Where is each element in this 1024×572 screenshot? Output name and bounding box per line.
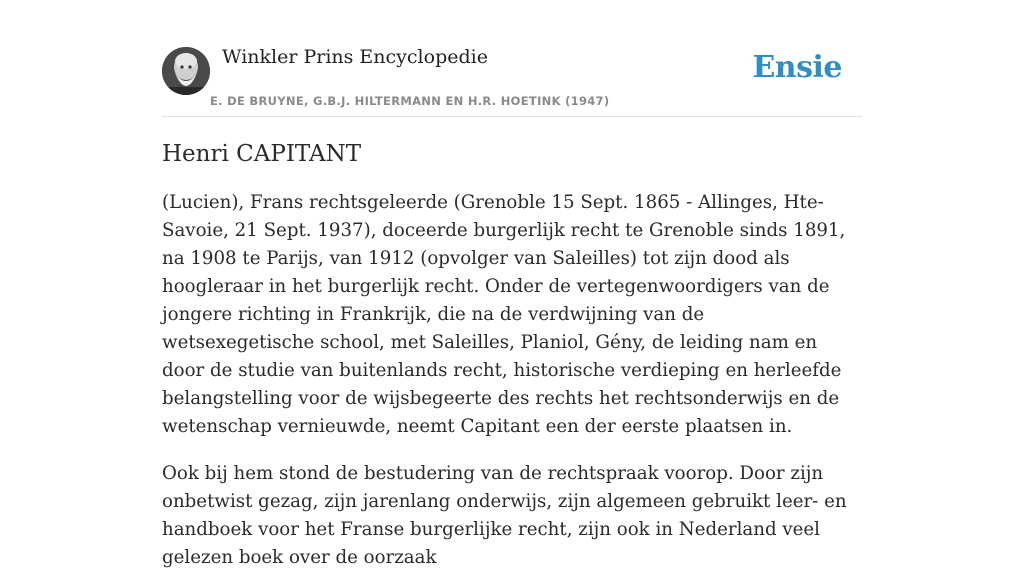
article-paragraph: (Lucien), Frans rechtsgeleerde (Grenoble 15 Sept. 1865 - Allinges, Hte-Savoie, 21 Sept. 1937), doceerde burgerlijk recht te Grenoble sinds 1891, na 1908 te Parijs, van 1912 (opvolger van Saleilles) tot zijn dood als hoogleraar in het burgerlijk recht. Onder de vertegenwoordigers van de jongere richting in Frankrijk, die na de verdwijning van de wetsexegetische school, met Saleilles, Planiol, Gény, de leiding nam en door de studie van buitenlands recht, historische verdieping en herleefde belangstelling voor de wijsbegeerte des rechts het rechtsonderwijs en de wetenschap vernieuwde, neemt Capitant een der eerste plaatsen in. <box>162 192 846 437</box>
ensie-logo[interactable]: Ensie <box>752 50 842 85</box>
site-name[interactable]: Winkler Prins Encyclopedie <box>222 46 488 68</box>
page <box>162 0 862 572</box>
article-paragraph: Ook bij hem stond de bestudering van de rechtspraak voorop. Door zijn onbetwist gezag, zijn jarenlang onderwijs, zijn algemeen gebruikt leer- en handboek voor het Franse burgerlijke recht, zijn ook in Nederland veel gelezen boek over de oorzaak <box>162 463 847 568</box>
article-title: Henri CAPITANT <box>162 141 362 167</box>
bearded-man-portrait-icon[interactable] <box>162 47 210 95</box>
site-header <box>162 0 862 117</box>
authors-line: E. DE BRUYNE, G.B.J. HILTERMANN EN H.R. HOETINK (1947) <box>210 94 610 108</box>
